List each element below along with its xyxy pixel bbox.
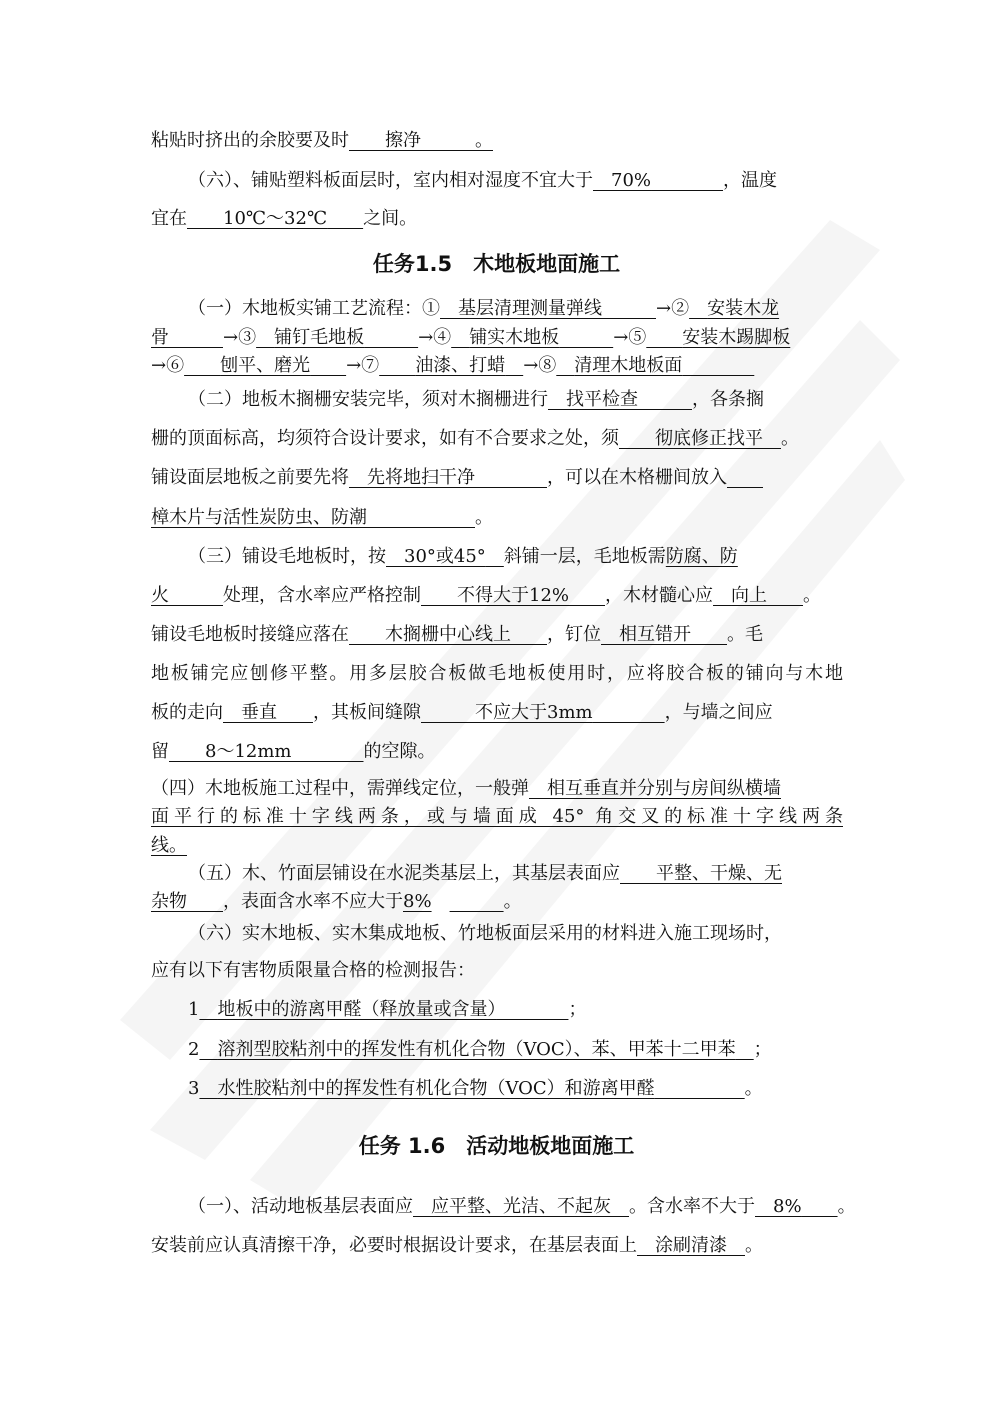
text-line: 宜在 10℃～32℃ 之间。 <box>151 208 418 229</box>
text-line: （二）地板木搁栅安装完毕，须对木搁栅进行 找平检查 ，各条搁 <box>188 389 764 410</box>
text-line: 火 处理，含水率应严格控制 不得大于12% ，木材髓心应 向上 。 <box>151 585 822 606</box>
text-line: 留 8～12mm 的空隙。 <box>151 741 436 762</box>
text-line: 面平行的标准十字线两条，或与墙面成 45° 角交叉的标准十字线两条 <box>151 806 843 827</box>
section-heading: 任务 1.6 活动地板地面施工 <box>358 1134 635 1158</box>
text-line: 樟木片与活性炭防虫、防潮 。 <box>151 507 493 528</box>
text-line: 地板铺完应刨修平整。用多层胶合板做毛地板使用时，应将胶合板的铺向与木地 <box>151 663 843 684</box>
text-line: →⑥ 刨平、磨光 →⑦ 油漆、打蜡 →⑧ 清理木地板面 <box>151 355 683 376</box>
text-line: 线。 <box>151 835 187 856</box>
text-line: （一）、活动地板基层表面应 应平整、光洁、不起灰 。含水率不大于 8% 。 <box>188 1196 856 1217</box>
text-line: （六）实木地板、实木集成地板、竹地板面层采用的材料进入施工现场时， <box>188 923 782 944</box>
text-line: （一）木地板实铺工艺流程：① 基层清理测量弹线 →② 安装木龙 <box>188 298 780 319</box>
text-line: （五）木、竹面层铺设在水泥类基层上，其基层表面应 平整、干燥、无 <box>188 863 782 884</box>
text-line: 粘贴时挤出的余胶要及时 擦净 。 <box>151 130 493 151</box>
text-line: 栅的顶面标高，均须符合设计要求，如有不合要求之处，须 彻底修正找平 。 <box>151 428 799 449</box>
section-heading: 任务1.5 木地板地面施工 <box>372 252 621 276</box>
text-line: 板的走向 垂直 ，其板间缝隙 不应大于3mm ，与墙之间应 <box>151 702 773 723</box>
text-line: 铺设面层地板之前要先将 先将地扫干净 ，可以在木格栅间放入 <box>151 467 727 488</box>
text-line: 杂物 ，表面含水率不应大于8% 。 <box>151 891 522 912</box>
text-line: 安装前应认真清擦干净，必要时根据设计要求，在基层表面上 涂刷清漆 。 <box>151 1235 763 1256</box>
text-line: （六）、铺贴塑料板面层时，室内相对湿度不宜大于 70% ，温度 <box>188 170 778 191</box>
list-item: 1 地板中的游离甲醛（释放量或含量） ； <box>188 999 587 1020</box>
text-line: （四）木地板施工过程中，需弹线定位，一般弹 相互垂直并分别与房间纵横墙 <box>151 778 781 799</box>
text-line: （三）铺设毛地板时，按 30°或45° 斜铺一层，毛地板需防腐、防 <box>188 546 738 567</box>
list-item: 2 溶剂型胶粘剂中的挥发性有机化合物（VOC）、苯、甲苯十二甲苯 ； <box>188 1039 772 1060</box>
text-line: 应有以下有害物质限量合格的检测报告： <box>151 960 475 981</box>
text-line: 骨 →③ 铺钉毛地板 →④ 铺实木地板 →⑤ 安装木踢脚板 <box>151 327 791 348</box>
text-line: 铺设毛地板时接缝应落在 木搁栅中心线上 ，钉位 相互错开 。毛 <box>151 624 763 645</box>
list-item: 3 水性胶粘剂中的挥发性有机化合物（VOC）和游离甲醛 。 <box>188 1078 763 1099</box>
